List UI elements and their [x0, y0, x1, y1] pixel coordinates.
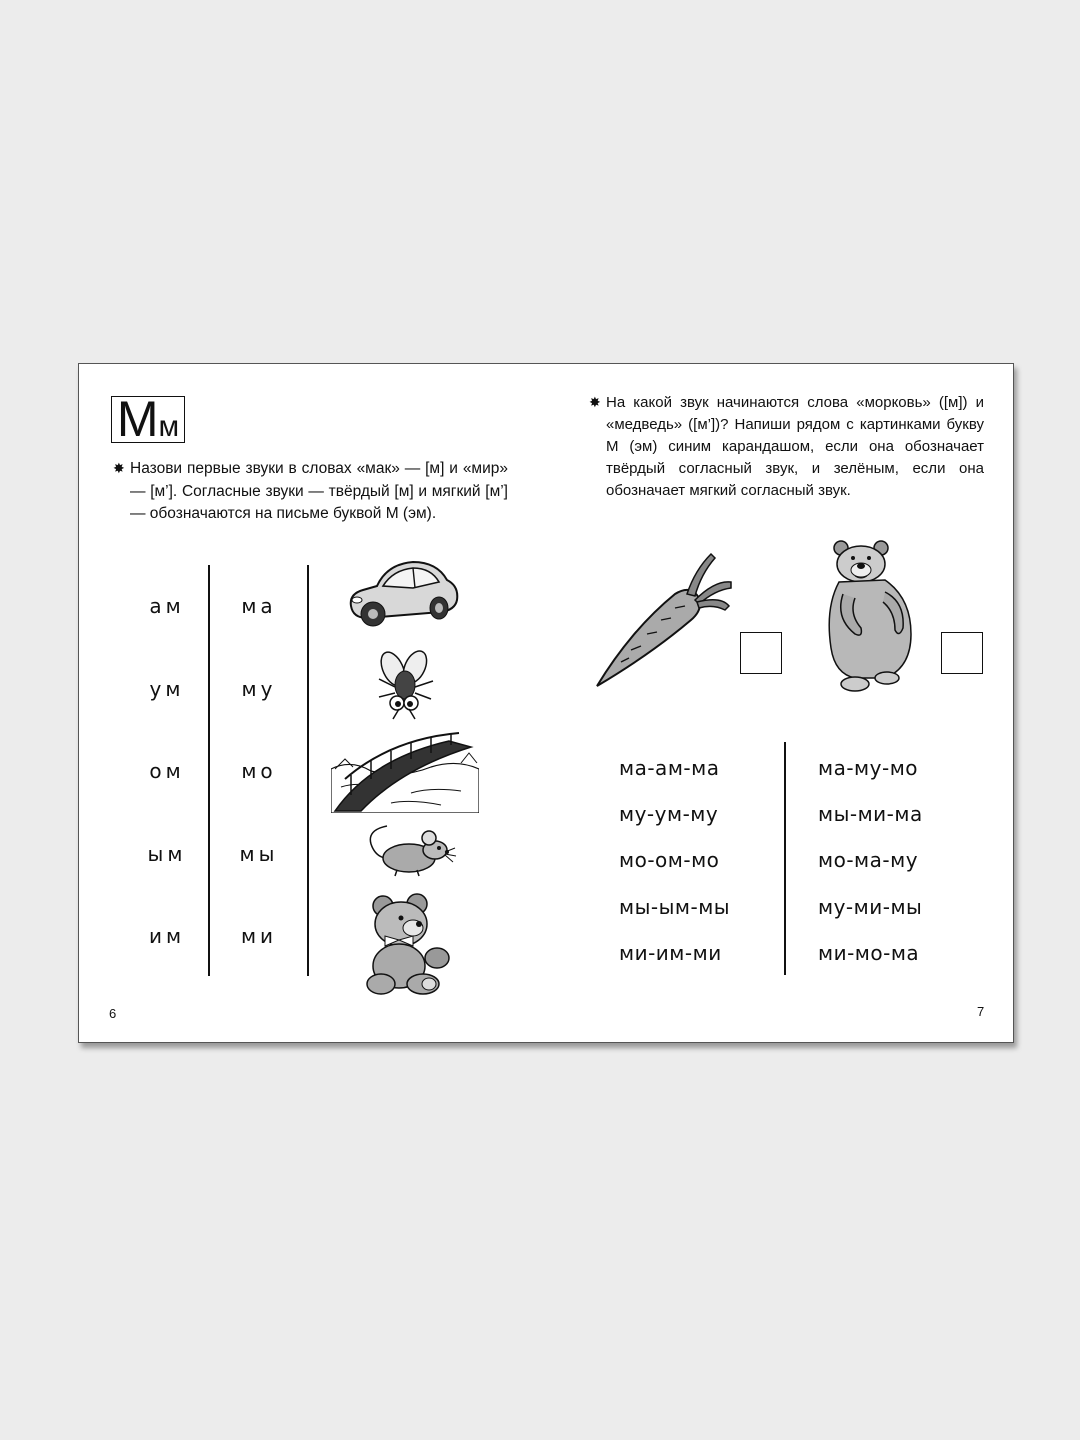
column-divider [307, 565, 309, 976]
syllable: мо [241, 759, 277, 783]
letter-upper: М [116, 391, 159, 447]
mouse-icon [357, 820, 457, 880]
task-right-text: На какой звук начинаются слова «морковь» ([м]) и «медведь» ([м’])? Напиши рядом с картинками букву М (эм) синим карандашом, если она обозначает твёрдый согласный звук, и зелёным, если она обозначает мягкий согласный звук. [606, 394, 984, 499]
answer-box-bear[interactable] [941, 632, 983, 674]
syllable: им [148, 924, 186, 948]
page-number-left: 6 [109, 1006, 117, 1021]
book-spread [78, 363, 1014, 1043]
syllable-combo: ми-мо-ма [818, 941, 920, 965]
syllable-combo: ма-ам-ма [619, 756, 720, 780]
syllable-combo: ми-им-ми [619, 941, 722, 965]
syllable-combo: ма-му-мо [818, 756, 919, 780]
syllable: ым [147, 842, 187, 866]
syllable-combo: мо-ма-му [818, 848, 919, 872]
syllable: ам [149, 594, 185, 618]
syllable: ум [149, 677, 185, 701]
column-divider [208, 565, 210, 976]
syllable: му [241, 677, 277, 701]
syllable-combo: мы-ми-ма [818, 802, 923, 826]
fly-icon [371, 649, 441, 721]
syllable: ом [149, 759, 185, 783]
answer-box-carrot[interactable] [740, 632, 782, 674]
syllable-combo: му-ми-мы [818, 895, 923, 919]
task-right [589, 392, 984, 502]
car-icon [343, 556, 463, 636]
star-icon: ✸ [113, 460, 125, 476]
teddy-bear-icon [357, 892, 461, 996]
syllable-combo: му-ум-му [619, 802, 719, 826]
task-left [113, 458, 508, 526]
page-number-right: 7 [977, 1004, 985, 1019]
letter-box [111, 391, 185, 447]
star-icon: ✸ [589, 394, 601, 410]
syllable: ма [241, 594, 277, 618]
syllable: мы [239, 842, 279, 866]
task-left-text: Назови первые звуки в словах «мак» — [м] и «мир» — [м’]. Согласные звуки — твёрдый [м] и мягкий [м’] — обозначаются на письме буквой М (эм). [130, 460, 508, 522]
syllable-combo: мы-ым-мы [619, 895, 731, 919]
bear-icon [825, 538, 919, 694]
syllable-combo: мо-ом-мо [619, 848, 720, 872]
carrot-icon [591, 550, 741, 690]
column-divider [784, 742, 786, 975]
syllable: ми [240, 924, 278, 948]
letter-lower: м [158, 410, 180, 443]
bridge-icon [331, 729, 479, 813]
